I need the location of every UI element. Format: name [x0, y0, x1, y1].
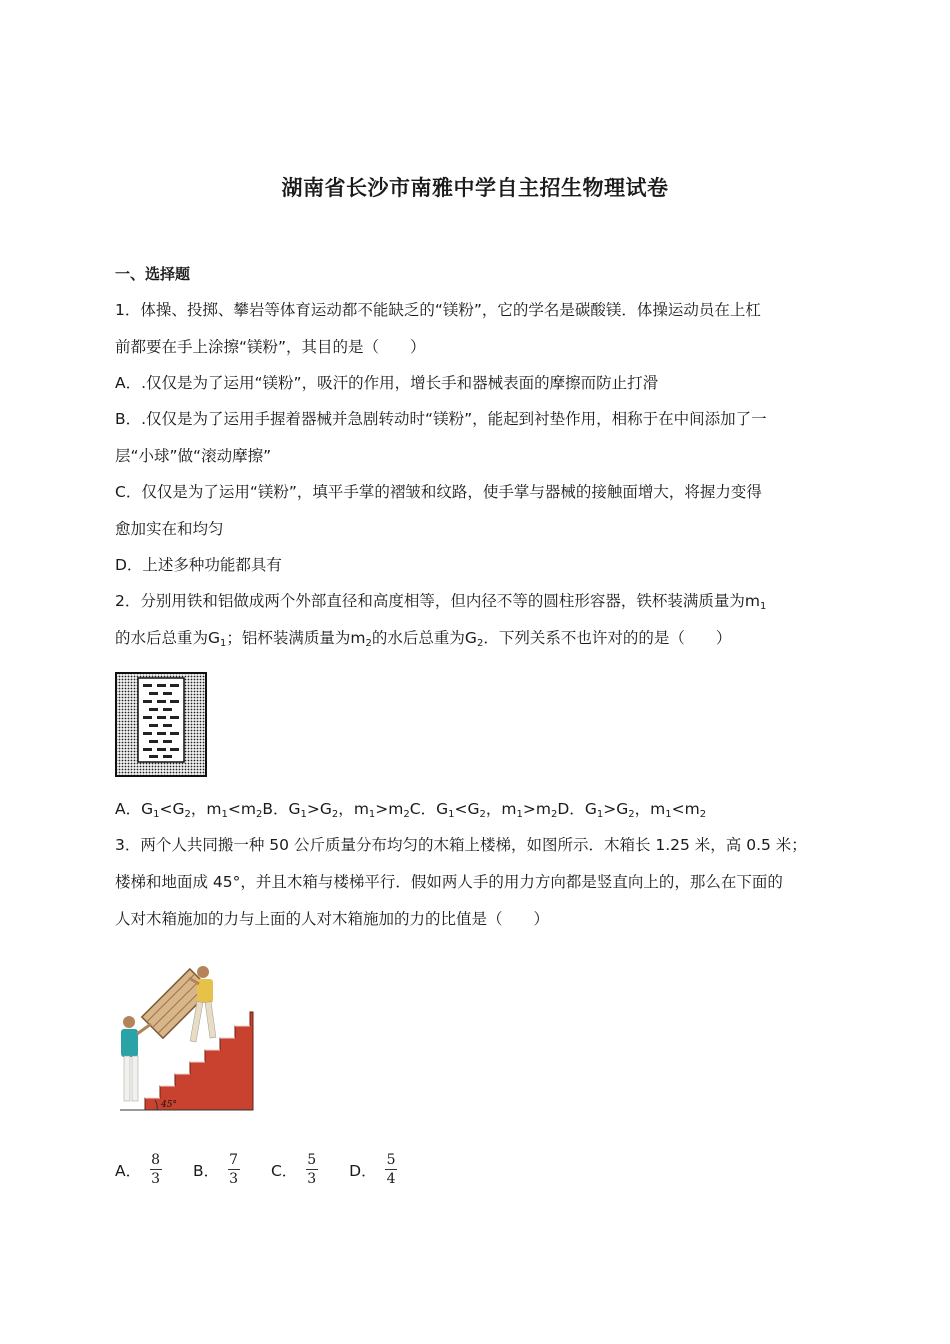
angle-label: 45° — [161, 1100, 177, 1110]
q1-option-b-line-2: 层“小球”做“滚动摩擦” — [115, 447, 272, 465]
fraction: $\frac{5}{3}$ — [307, 1152, 317, 1187]
q2-options: A．$G_1<G_2$，$m_1<m_2B$．$G_1>G_2$，$m_1>m_2C$．$G_1<G_2$，$m_1>m_2D$．$G_1>G_2$，$m_1<m_2$ — [115, 800, 707, 820]
q1-line-1: 1．体操、投掷、攀岩等体育运动都不能缺乏的“镁粉”，它的学名是碳酸镁．体操运动员在上杠 — [115, 301, 761, 319]
q3-option-c: C． $\frac{5}{3}$ — [270, 1152, 317, 1187]
q2-line-1: 2．分别用铁和铝做成两个外部直径和高度相等，但内径不等的圆柱形容器，铁杯装满质量为$m_1$ — [115, 592, 767, 612]
fraction: $\frac{8}{3}$ — [151, 1152, 161, 1187]
q1-option-b-line-1: B．.仅仅是为了运用手握着器械并急剧转动时“镁粉”，能起到衬垫作用，相称于在中间添加了一 — [115, 410, 767, 428]
q3-options — [115, 1152, 424, 1187]
q2-line-2: 的水后总重为$G_1$；铝杯装满质量为$m_2$的水后总重为$G_2$．下列关系不也许对的的是（ ） — [115, 629, 732, 649]
fraction: $\frac{7}{3}$ — [229, 1152, 239, 1187]
q3-line-3: 人对木箱施加的力与上面的人对木箱施加的力的比值是（ ） — [115, 910, 550, 928]
q1-line-2: 前都要在手上涂擦“镁粉”，其目的是（ ） — [115, 338, 426, 356]
q3-option-d: D． $\frac{5}{4}$ — [349, 1152, 396, 1187]
section-heading: 一、选择题 — [115, 265, 191, 283]
q3-line-1: 3．两个人共同搬一种 50 公斤质量分布均匀的木箱上楼梯，如图所示．木箱长 1.25 米，高 0.5 米； — [115, 836, 807, 854]
page-title: 湖南省长沙市南雅中学自主招生物理试卷 — [281, 176, 669, 200]
q3-option-b: B． $\frac{7}{3}$ — [192, 1152, 239, 1187]
q1-option-c-line-2: 愈加实在和均匀 — [115, 520, 224, 538]
q1-option-a: A．.仅仅是为了运用“镁粉”，吸汗的作用，增长手和器械表面的摩擦而防止打滑 — [115, 374, 659, 392]
q1-option-d: D．上述多种功能都具有 — [115, 556, 282, 574]
q3-option-a: A． $\frac{8}{3}$ — [115, 1152, 161, 1187]
stairs-carrying-box-figure — [115, 950, 255, 1130]
q3-line-2: 楼梯和地面成 45°，并且木箱与楼梯平行．假如两人手的用力方向都是竖直向上的，那么在下面的 — [115, 873, 783, 891]
cylinder-container-figure — [115, 672, 207, 777]
fraction: $\frac{5}{4}$ — [386, 1152, 396, 1187]
q1-option-c-line-1: C．仅仅是为了运用“镁粉”，填平手掌的褶皱和纹路，使手掌与器械的接触面增大，将握力变得 — [115, 483, 762, 501]
